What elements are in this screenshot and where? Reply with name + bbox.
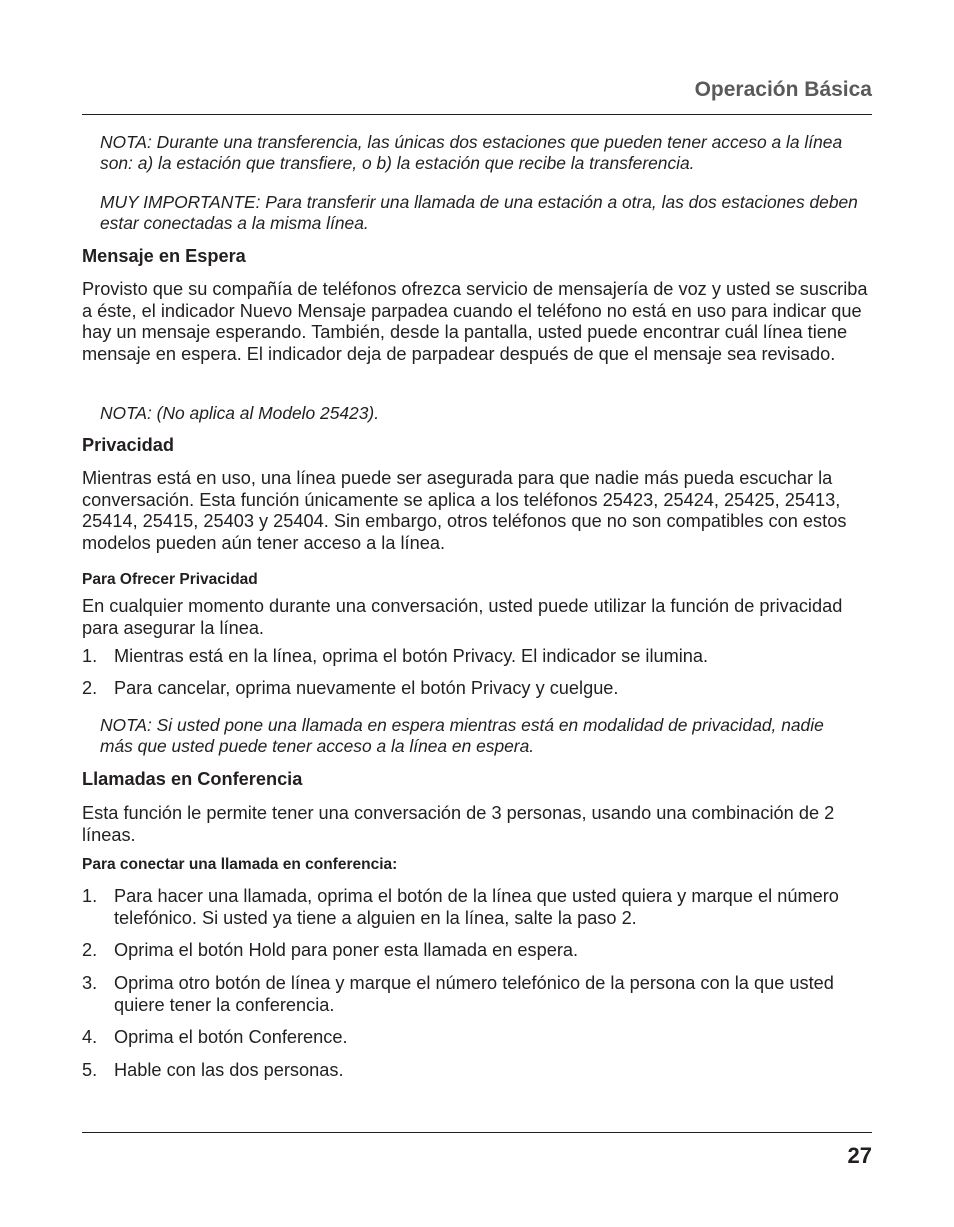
- privacy-heading: Privacidad: [82, 435, 174, 455]
- privacy-step: [82, 678, 872, 700]
- privacy-body: Mientras está en uso, una línea puede ser asegurada para que nadie más pueda escuchar la conversación. Esta función únicamente se aplica a los teléfonos 25423, 25424, 25425, 25413, 25414, 25415, 25403 y 25404. Sin embargo, otros teléfonos que no son compatibles con estos modelos pueden aún tener acceso a la línea.: [82, 468, 847, 553]
- step-number: 2.: [82, 940, 98, 960]
- step-text: Para hacer una llamada, oprima el botón de la línea que usted quiera y marque el número telefónico. Si usted ya tiene a alguien en la línea, salte la paso 2.: [114, 886, 839, 928]
- footer-divider: [82, 1132, 872, 1133]
- conference-step: [82, 886, 872, 929]
- transfer-note: NOTA: Durante una transferencia, las únicas dos estaciones que pueden tener acceso a la línea son: a) la estación que transfiere, o b) la estación que recibe la transferencia.: [100, 132, 843, 173]
- conference-step: [82, 1060, 872, 1082]
- conference-step: [82, 940, 872, 962]
- step-text: Oprima el botón Hold para poner esta llamada en espera.: [114, 940, 579, 960]
- step-number: 2.: [82, 678, 98, 698]
- privacy-intro: En cualquier momento durante una conversación, usted puede utilizar la función de privacidad para asegurar la línea.: [82, 596, 843, 638]
- page-number: 27: [847, 1143, 872, 1168]
- conference-step: [82, 973, 872, 1016]
- step-number: 4.: [82, 1027, 98, 1047]
- step-text: Hable con las dos personas.: [114, 1060, 344, 1080]
- conference-heading: Llamadas en Conferencia: [82, 769, 303, 789]
- privacy-subheading: Para Ofrecer Privacidad: [82, 571, 258, 588]
- step-text: Para cancelar, oprima nuevamente el botón Privacy y cuelgue.: [114, 678, 619, 698]
- step-number: 3.: [82, 973, 98, 993]
- conference-step: [82, 1027, 872, 1049]
- waiting-message-note: NOTA: (No aplica al Modelo 25423).: [100, 403, 380, 423]
- important-note: MUY IMPORTANTE: Para transferir una llamada de una estación a otra, las dos estaciones deben estar conectadas a la misma línea.: [100, 192, 858, 233]
- waiting-message-heading: Mensaje en Espera: [82, 246, 246, 266]
- privacy-note: NOTA: Si usted pone una llamada en espera mientras está en modalidad de privacidad, nadie más que usted puede tener acceso a la línea en espera.: [100, 715, 824, 756]
- step-number: 1.: [82, 646, 98, 666]
- waiting-message-body: Provisto que su compañía de teléfonos ofrezca servicio de mensajería de voz y usted se suscriba a éste, el indicador Nuevo Mensaje parpadea cuando el teléfono no está en uso para indicar que hay un mensaje esperando. También, desde la pantalla, usted puede encontrar cuál línea tiene mensaje en espera. El indicador deja de parpadear después de que el mensaje sea revisado.: [82, 279, 868, 364]
- step-number: 1.: [82, 886, 98, 906]
- step-number: 5.: [82, 1060, 98, 1080]
- step-text: Oprima otro botón de línea y marque el número telefónico de la persona con la que usted quiere tener la conferencia.: [114, 973, 834, 1015]
- section-header-title: Operación Básica: [694, 78, 872, 101]
- conference-body: Esta función le permite tener una conversación de 3 personas, usando una combinación de 2 líneas.: [82, 803, 835, 845]
- header-divider: [82, 114, 872, 115]
- conference-subheading: Para conectar una llamada en conferencia:: [82, 856, 398, 873]
- step-text: Oprima el botón Conference.: [114, 1027, 348, 1047]
- privacy-step: [82, 646, 872, 668]
- step-text: Mientras está en la línea, oprima el botón Privacy. El indicador se ilumina.: [114, 646, 709, 666]
